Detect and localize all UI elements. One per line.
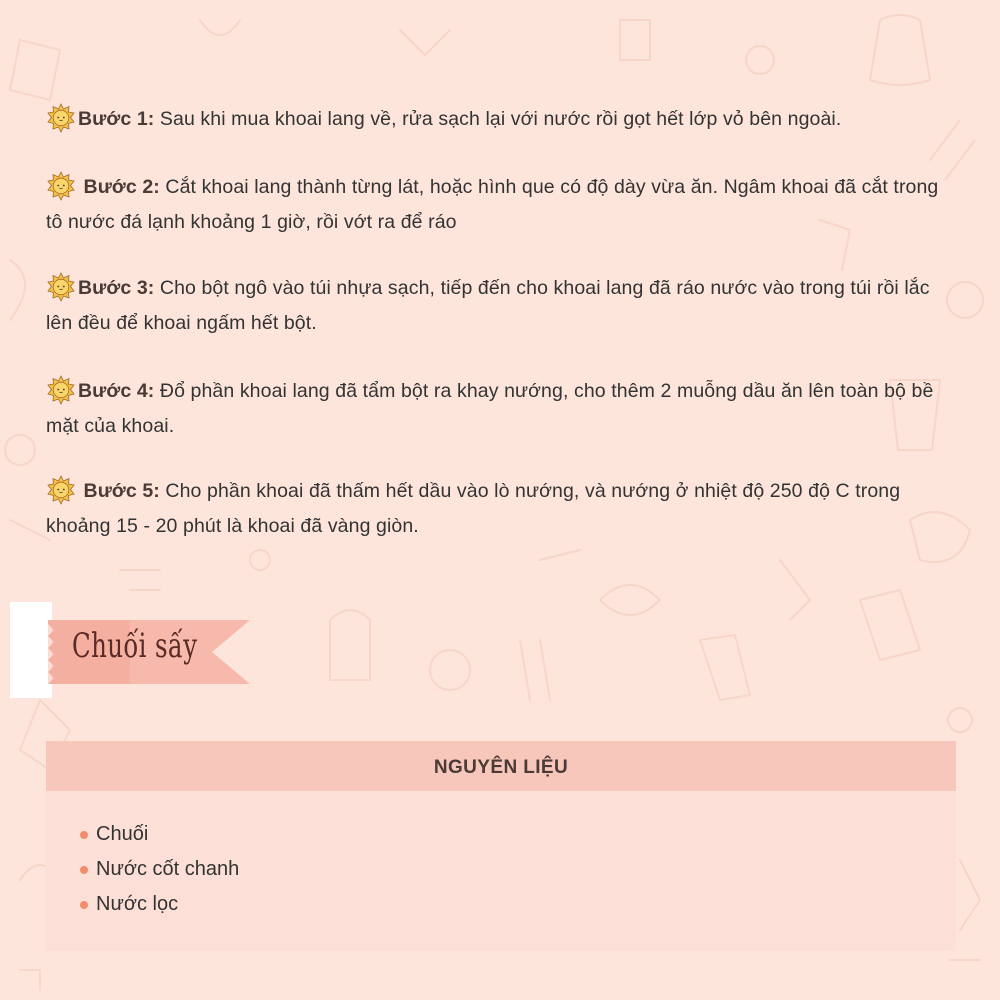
step-label: Bước 3: [78,277,155,299]
step-4 [46,374,958,444]
step-text: Cho phần khoai đã thấm hết dầu vào lò nướng, và nướng ở nhiệt độ 250 độ C trong khoảng 15 - 20 phút là khoai đã vàng giòn. [46,480,901,537]
dot-bullet-icon [80,831,88,839]
step-label: Bước 2: [83,176,160,198]
section-title: Chuối sấy [72,626,198,666]
sun-icon [46,475,76,505]
step-text: Cắt khoai lang thành từng lát, hoặc hình que có độ dày vừa ăn. Ngâm khoai đã cắt trong tô nước đá lạnh khoảng 1 giờ, rồi vớt ra để ráo [46,176,939,233]
step-text: Cho bột ngô vào túi nhựa sạch, tiếp đến cho khoai lang đã ráo nước vào trong túi rồi lắc lên đều để khoai ngấm hết bột. [46,277,930,334]
ingredient-name: Nước cốt chanh [96,858,240,880]
step-label: Bước 5: [83,480,160,502]
sun-icon [46,375,76,405]
sun-icon [46,171,76,201]
ingredient-item [80,887,239,922]
step-2 [46,170,958,240]
ingredient-name: Nước lọc [96,893,179,915]
step-text: Đổ phần khoai lang đã tẩm bột ra khay nướng, cho thêm 2 muỗng dầu ăn lên toàn bộ bề mặt của khoai. [46,380,934,437]
sun-icon [46,272,76,302]
step-label: Bước 1: [78,108,155,130]
sun-icon [46,103,76,133]
ingredient-item [80,852,239,887]
step-3 [46,271,958,341]
ingredients-box [46,741,956,951]
ingredient-item [80,817,239,852]
dot-bullet-icon [80,866,88,874]
step-text: Sau khi mua khoai lang về, rửa sạch lại với nước rồi gọt hết lớp vỏ bên ngoài. [154,108,842,130]
step-1 [46,102,958,137]
ingredients-list [80,817,239,922]
step-label: Bước 4: [78,380,155,402]
step-5 [46,474,958,544]
dot-bullet-icon [80,901,88,909]
ingredients-header: NGUYÊN LIỆU [46,741,956,791]
ingredient-name: Chuối [96,823,149,845]
